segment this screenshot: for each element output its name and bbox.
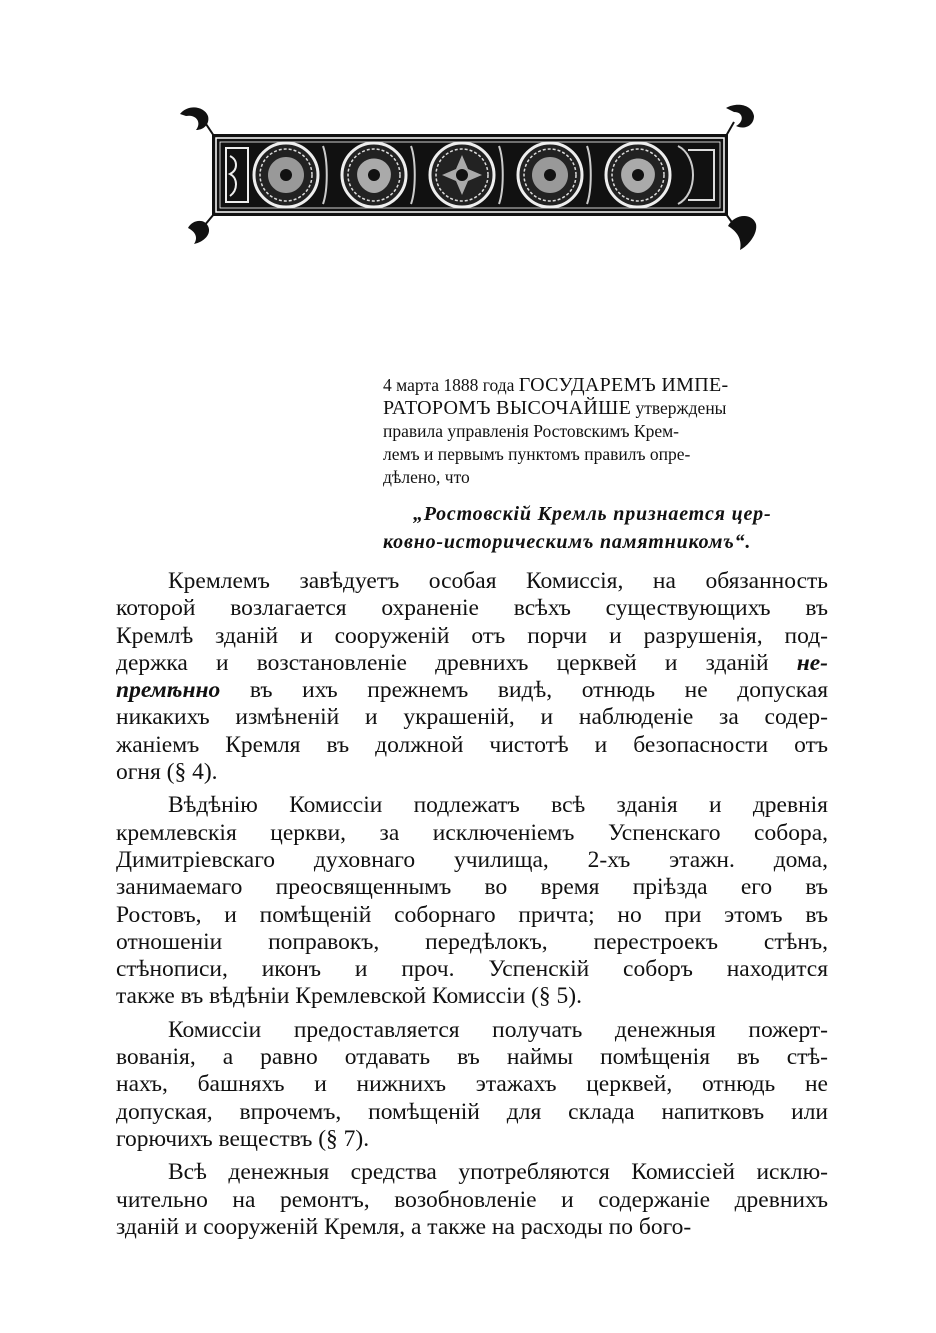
text-line: Димитріевскаго духовнаго училища, 2-хъ этажн. дома, (116, 846, 828, 873)
epigraph-line: лемъ и первымъ пунктомъ правилъ опре- (383, 444, 691, 464)
decorative-headpiece (178, 100, 763, 250)
paragraph (116, 792, 828, 1010)
text-line: Всѣ денежныя средства употребляются Комиссіей исклю- (168, 1159, 828, 1186)
text-line: кремлевскія церкви, за исключеніемъ Успенскаго собора, (116, 819, 828, 846)
epigraph-line: правила управленія Ростовскимъ Крем- (383, 421, 680, 441)
text-line: никакихъ измѣненій и украшеній, и наблюденіе за содер- (116, 704, 828, 731)
text-line: Ростовъ, и помѣщеній соборнаго причта; но при этомъ въ (116, 901, 828, 928)
text-line: стѣнописи, иконъ и проч. Успенскій соборъ находится (116, 956, 828, 983)
text-line: огня (§ 4). (116, 759, 218, 786)
text-line: жаніемъ Кремля въ должной чистотѣ и безопасности отъ (116, 731, 828, 758)
text-line: вованія, а равно отдавать въ наймы помѣщенія въ стѣ- (116, 1044, 828, 1071)
text-line: чительно на ремонтъ, возобновленіе и содержаніе древнихъ (116, 1186, 828, 1213)
text-line: которой возлагается охраненіе всѣхъ существующихъ въ (116, 595, 828, 622)
epigraph-line: РАТОРОМЪ ВЫСОЧАЙШЕ утверждены (383, 397, 727, 419)
text-line: зданій и сооруженій Кремля, а также на расходы по бого- (116, 1213, 692, 1240)
epigraph-block (383, 374, 831, 489)
body-text (116, 568, 828, 1241)
quote-block (383, 500, 831, 556)
text-line: премѣнно въ ихъ прежнемъ видѣ, отнюдь не допуская (116, 677, 828, 704)
text-line: держка и возстановленіе древнихъ церквей и зданій не- (116, 649, 828, 676)
text-line: Кремлемъ завѣдуетъ особая Комиссія, на обязанность (168, 568, 828, 594)
text-line: занимаемаго преосвященнымъ во время пріѣзда его въ (116, 874, 828, 901)
epigraph-line: дѣлено, что (383, 467, 470, 487)
paragraph (116, 568, 828, 786)
paragraph (116, 1159, 828, 1241)
paragraph (116, 1017, 828, 1153)
quote-line: ковно-историческимъ памятникомъ“. (383, 531, 752, 553)
text-line: Кремлѣ зданій и сооруженій отъ порчи и разрушенія, под- (116, 622, 828, 649)
text-line: Вѣдѣнію Комиссіи подлежатъ всѣ зданія и древнія (168, 792, 828, 819)
text-line: допуская, впрочемъ, помѣщеній для склада напитковъ или (116, 1098, 828, 1125)
text-line: горючихъ веществъ (§ 7). (116, 1125, 370, 1152)
text-line: нахъ, башняхъ и нижнихъ этажахъ церквей, отнюдь не (116, 1071, 828, 1098)
text-line: Комиссіи предоставляется получать денежныя пожерт- (168, 1016, 828, 1043)
text-line: также въ вѣдѣніи Кремлевской Комиссіи (§ 5). (116, 983, 582, 1010)
quote-line: „Ростовскій Кремль признается цер- (413, 503, 772, 525)
epigraph-line: 4 марта 1888 года ГОСУДАРЕМЪ ИМПЕ- (383, 374, 729, 396)
text-line: отношеніи поправокъ, передѣлокъ, перестроекъ стѣнъ, (116, 928, 828, 955)
